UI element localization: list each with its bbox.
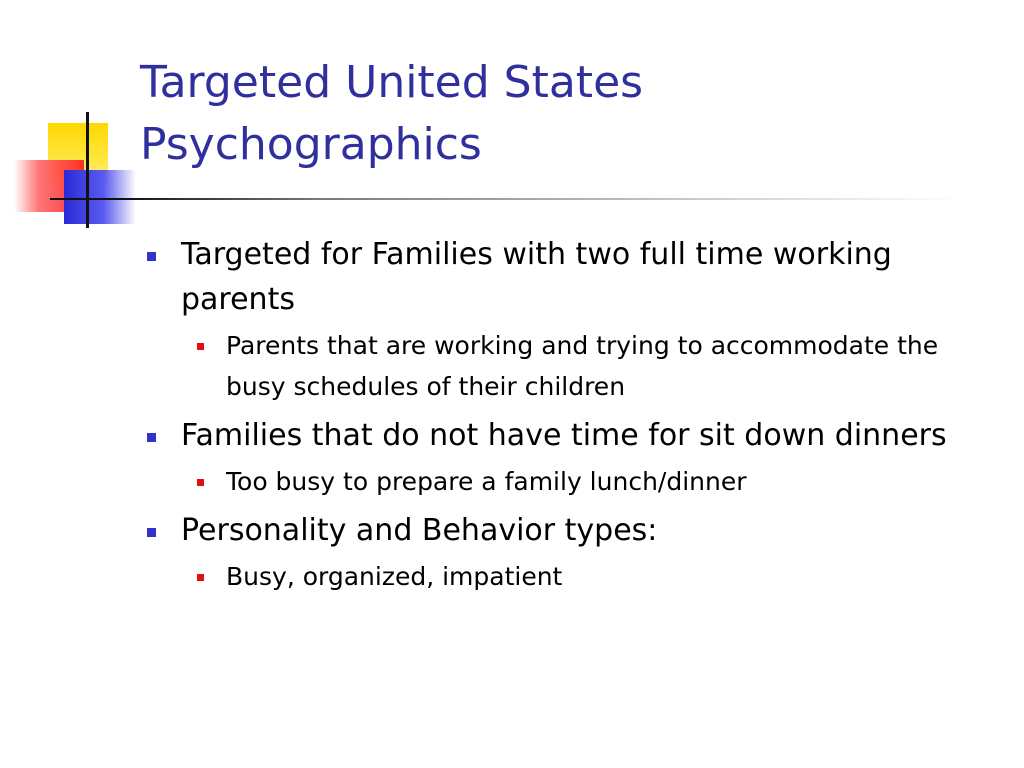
square-bullet-icon <box>197 574 204 581</box>
title-underline <box>50 198 960 200</box>
sub-bullet-text: Too busy to prepare a family lunch/dinner <box>226 467 747 496</box>
bullet-item-2 <box>144 413 1004 458</box>
square-bullet-icon <box>147 433 156 442</box>
bullet-item-1 <box>144 232 1004 322</box>
bullet-text: Families that do not have time for sit down dinners <box>181 418 947 453</box>
square-bullet-icon <box>147 252 156 261</box>
sub-bullet-item-2-1 <box>144 461 1004 502</box>
square-bullet-icon <box>197 343 204 350</box>
square-bullet-icon <box>197 479 204 486</box>
slide-title-line-1: Targeted United States <box>140 57 644 108</box>
slide-title <box>140 52 1000 176</box>
sub-bullet-item-1-1 <box>144 325 1004 407</box>
decorative-blue-square <box>64 170 136 224</box>
sub-bullet-item-3-1 <box>144 556 1004 597</box>
bullet-text: Personality and Behavior types: <box>181 513 658 548</box>
sub-bullet-text: Parents that are working and trying to accommodate the busy schedules of their children <box>226 331 939 401</box>
bullet-list <box>144 232 1004 597</box>
sub-bullet-text: Busy, organized, impatient <box>226 562 563 591</box>
slide-title-line-2: Psychographics <box>140 119 482 170</box>
bullet-item-3 <box>144 508 1004 553</box>
decorative-vertical-line <box>86 112 89 228</box>
square-bullet-icon <box>147 528 156 537</box>
bullet-text: Targeted for Families with two full time working parents <box>181 237 892 317</box>
